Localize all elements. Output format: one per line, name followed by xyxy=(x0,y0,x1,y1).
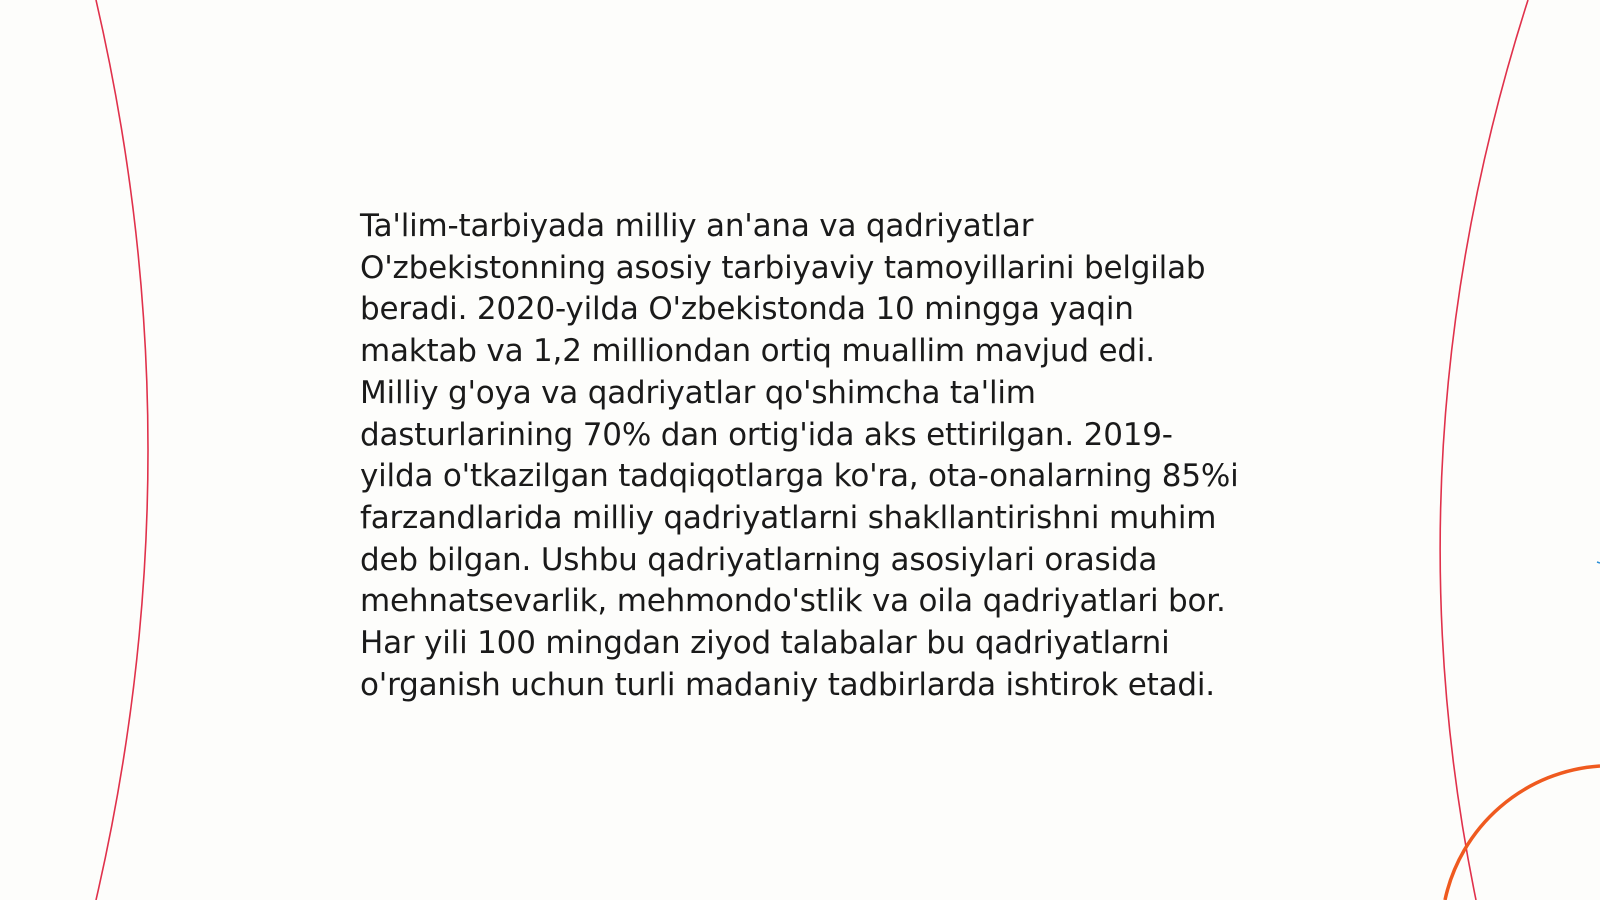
right-red-arc xyxy=(1440,0,1528,900)
left-red-arc xyxy=(96,0,148,900)
bottom-right-orange-arc xyxy=(1445,766,1600,900)
slide-body-text: Ta'lim-tarbiyada milliy an'ana va qadriyatlar O'zbekistonning asosiy tarbiyaviy tamoyillarini belgilab beradi. 2020-yilda O'zbekistonda 10 mingga yaqin maktab va 1,2 milliondan ortiq muallim mavjud edi. Milliy g'oya va qadriyatlar qo'shimcha ta'lim dasturlarining 70% dan ortig'ida aks ettirilgan. 2019-yilda o'tkazilgan tadqiqotlarga ko'ra, ota-onalarning 85%i farzandlarida milliy qadriyatlarni shakllantirishni muhim deb bilgan. Ushbu qadriyatlarning asosiylari orasida mehnatsevarlik, mehmondo'stlik va oila qadriyatlari bor. Har yili 100 mingdan ziyod talabalar bu qadriyatlarni o'rganish uchun turli madaniy tadbirlarda ishtirok etadi. xyxy=(360,208,1239,703)
